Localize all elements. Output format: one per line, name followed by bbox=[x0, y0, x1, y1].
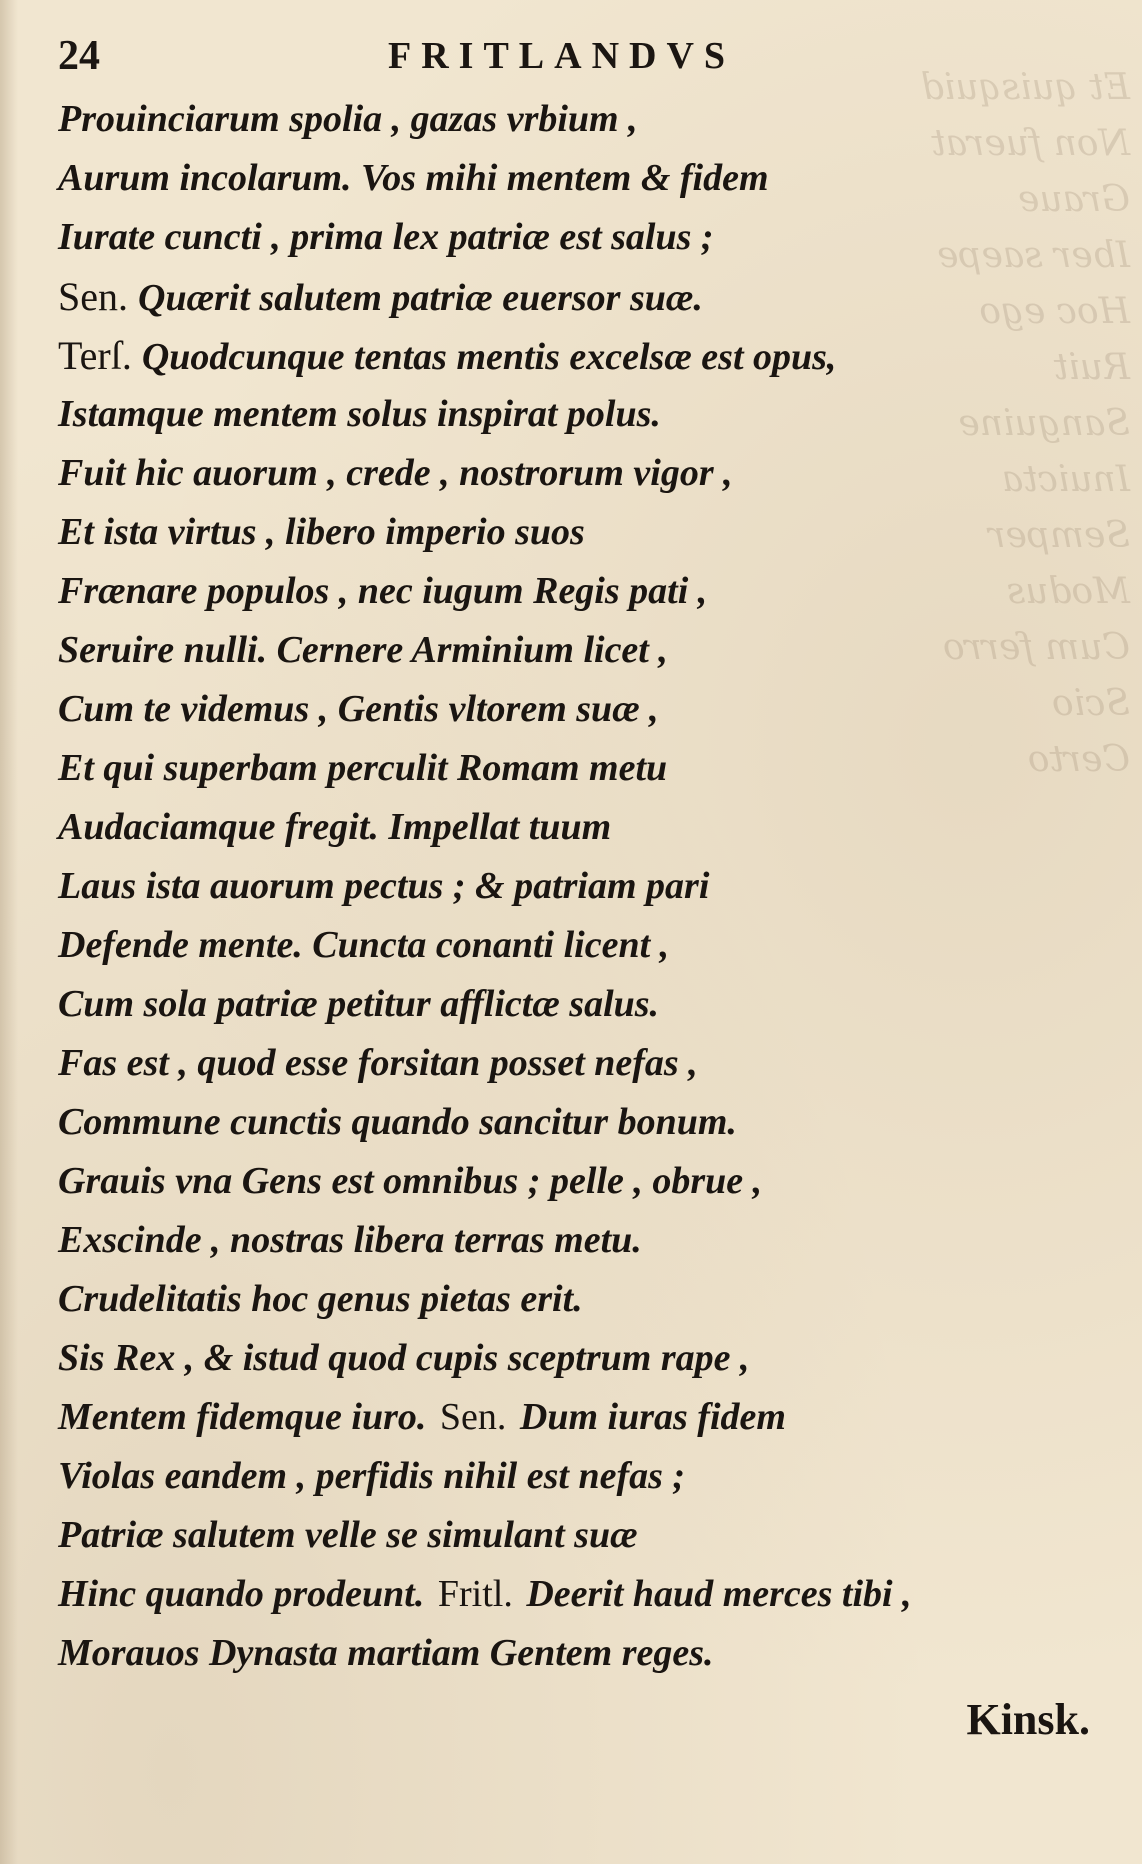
verse-text-segment: Hinc quando prodeunt. bbox=[58, 1573, 425, 1615]
verse-line bbox=[58, 90, 1098, 149]
verse-text-segment: Iurate cuncti , prima lex patriæ est salus ; bbox=[58, 216, 714, 258]
verse-text-segment: Cum te videmus , Gentis vltorem suæ , bbox=[58, 688, 659, 730]
running-title: FRITLANDVS bbox=[388, 35, 736, 77]
verse-line bbox=[58, 1034, 1098, 1093]
verse-text-segment: Commune cunctis quando sancitur bonum. bbox=[58, 1101, 737, 1143]
verse-text-segment: Laus ista auorum pectus ; & patriam pari bbox=[58, 865, 710, 907]
verse-line bbox=[58, 857, 1098, 916]
verse-text-segment: Aurum incolarum. Vos mihi mentem & fidem bbox=[58, 157, 769, 199]
verse-text-segment: Frænare populos , nec iugum Regis pati , bbox=[58, 570, 708, 612]
verse-text-segment: Fuit hic auorum , crede , nostrorum vigor , bbox=[58, 452, 733, 494]
verse-text-segment: Cum sola patriæ petitur afflictæ salus. bbox=[58, 983, 660, 1025]
verse-text-segment: Deerit haud merces tibi , bbox=[526, 1573, 912, 1615]
verse-line bbox=[58, 1624, 1098, 1683]
verse-line bbox=[58, 1506, 1098, 1565]
verse-text-segment: Et qui superbam perculit Romam metu bbox=[58, 747, 668, 789]
verse-line bbox=[58, 916, 1098, 975]
verse-text-segment: Grauis vna Gens est omnibus ; pelle , obrue , bbox=[58, 1160, 763, 1202]
verse-text-segment: Quærit salutem patriæ euersor suæ. bbox=[138, 277, 703, 319]
verse-text-segment: Et ista virtus , libero imperio suos bbox=[58, 511, 585, 553]
verse-line bbox=[58, 1388, 1098, 1447]
verse-line bbox=[58, 1329, 1098, 1388]
verse-line bbox=[58, 385, 1098, 444]
catchword: Kinsk. bbox=[966, 1695, 1090, 1744]
verse-line bbox=[58, 503, 1098, 562]
verse-text-segment: Quodcunque tentas mentis excelsæ est opus, bbox=[141, 336, 837, 378]
verse-line bbox=[58, 1447, 1098, 1506]
verse-line bbox=[58, 680, 1098, 739]
verse-line bbox=[58, 562, 1098, 621]
verse-text-segment: Seruire nulli. Cernere Arminium licet , bbox=[58, 629, 668, 671]
verse-line bbox=[58, 1093, 1098, 1152]
verse-line bbox=[58, 621, 1098, 680]
verse-text bbox=[58, 90, 1098, 1683]
speaker-label: Sen. bbox=[439, 1396, 507, 1438]
verse-line bbox=[58, 798, 1098, 857]
verse-line bbox=[58, 739, 1098, 798]
verse-line bbox=[58, 1211, 1098, 1270]
verse-line bbox=[58, 444, 1098, 503]
verse-text-segment: Crudelitatis hoc genus pietas erit. bbox=[58, 1278, 583, 1320]
page-header bbox=[58, 32, 1082, 82]
verse-text-segment: Prouinciarum spolia , gazas vrbium , bbox=[58, 98, 638, 140]
speaker-label: Terſ. bbox=[58, 333, 132, 378]
speaker-label: Fritl. bbox=[437, 1573, 513, 1615]
verse-line bbox=[58, 975, 1098, 1034]
verse-text-segment: Patriæ salutem velle se simulant suæ bbox=[58, 1514, 638, 1556]
verse-line bbox=[58, 208, 1098, 267]
verse-text-segment: Violas eandem , perfidis nihil est nefas ; bbox=[58, 1455, 686, 1497]
speaker-label: Sen. bbox=[58, 274, 128, 319]
verse-text-segment: Sis Rex , & istud quod cupis sceptrum rape , bbox=[58, 1337, 750, 1379]
verse-text-segment: Defende mente. Cuncta conanti licent , bbox=[58, 924, 670, 966]
verse-line bbox=[58, 1270, 1098, 1329]
verse-text-segment: Audaciamque fregit. Impellat tuum bbox=[58, 806, 612, 848]
verse-text-segment: Dum iuras fidem bbox=[519, 1396, 786, 1438]
verse-text-segment: Exscinde , nostras libera terras metu. bbox=[58, 1219, 642, 1261]
verse-text-segment: Fas est , quod esse forsitan posset nefas , bbox=[58, 1042, 698, 1084]
verse-line bbox=[58, 149, 1098, 208]
page-number: 24 bbox=[58, 33, 100, 79]
verse-text-segment: Istamque mentem solus inspirat polus. bbox=[58, 393, 661, 435]
verse-text-segment: Mentem fidemque iuro. bbox=[58, 1396, 427, 1438]
verse-line bbox=[58, 267, 1098, 326]
verse-text-segment: Morauos Dynasta martiam Gentem reges. bbox=[58, 1632, 714, 1674]
show-through-text: Et quisquid Non fuerat Graue Iber saepe Hoc ego Ruit Sanguine Inuicta Semper Modus Cum ferro Scio Certo bbox=[920, 67, 1130, 780]
verse-line bbox=[58, 326, 1098, 385]
verse-line bbox=[58, 1565, 1098, 1624]
verse-line bbox=[58, 1152, 1098, 1211]
